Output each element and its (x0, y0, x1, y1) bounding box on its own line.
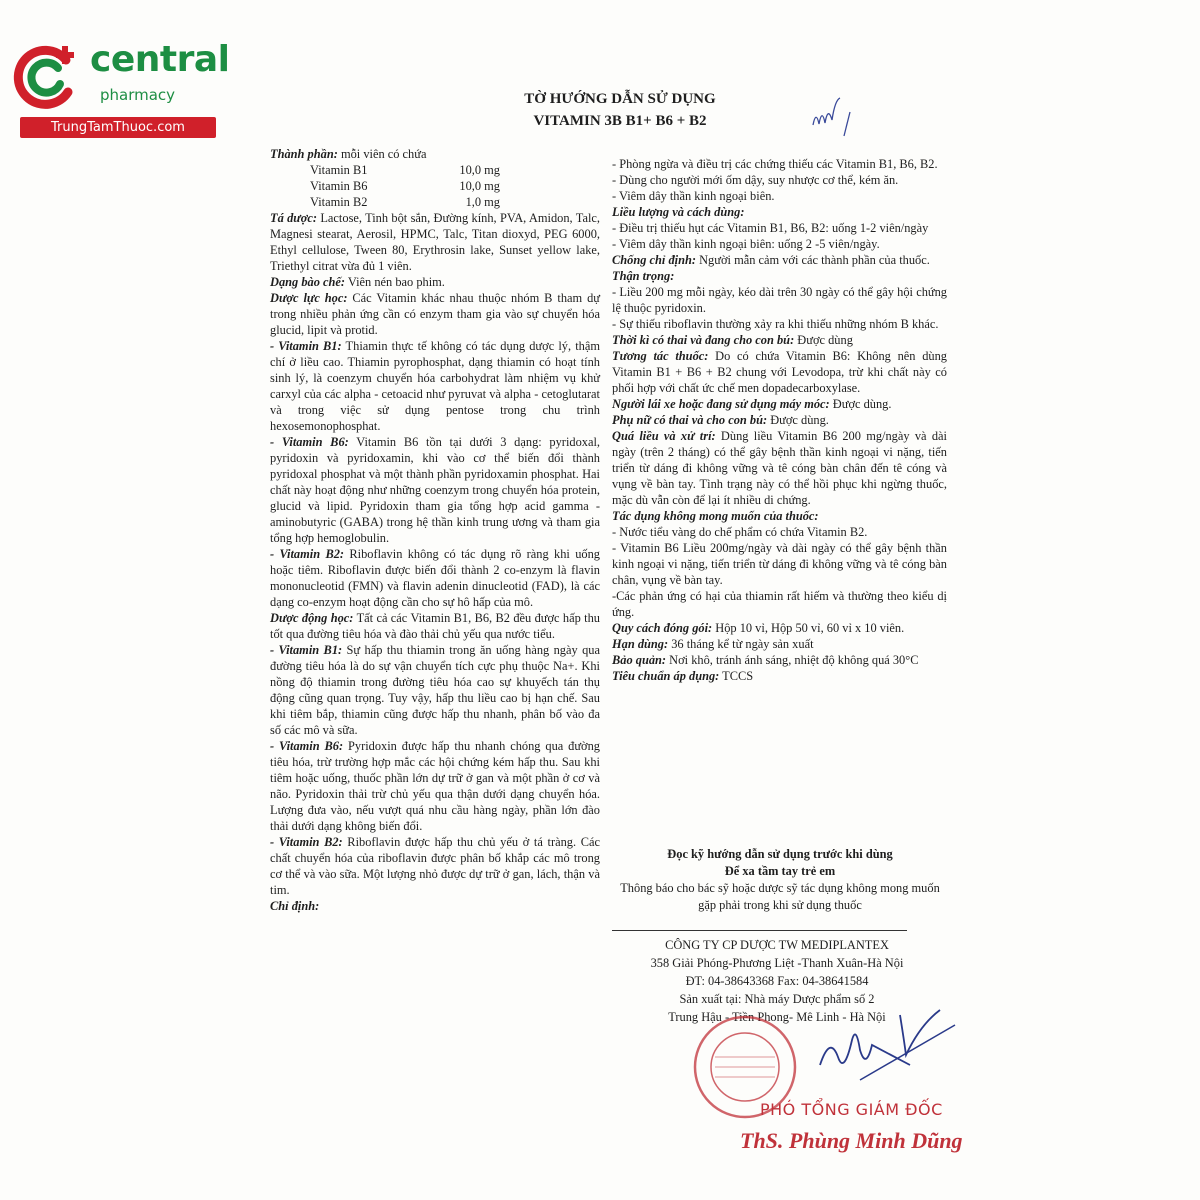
storage-text: Nơi khô, tránh ánh sáng, nhiệt độ không quá 30°C (666, 653, 919, 667)
side-effect-1: - Nước tiểu vàng do chế phẩm có chứa Vitamin B2. (612, 525, 868, 539)
left-column (270, 146, 600, 914)
indications-label: Chỉ định: (270, 899, 320, 913)
pregnancy-text: Được dùng (794, 333, 853, 347)
side-effects-label: Tác dụng không mong muốn của thuốc: (612, 509, 819, 523)
company-factory-address: Trung Hậu - Tiền Phong- Mê Linh - Hà Nội (668, 1010, 886, 1024)
pd-b6-label: - Vitamin B6: (270, 435, 349, 449)
pharmacodynamics-text: Các Vitamin khác nhau thuộc nhóm B tham dự trong nhiều phản ứng cần có enzym tham gia vào sự chuyển hóa glucid, lipit và protid. (270, 291, 600, 337)
indication-3: - Viêm dây thần kinh ngoại biên. (612, 189, 775, 203)
driving-label: Người lái xe hoặc đang sử dụng máy móc: (612, 397, 830, 411)
ingredient-row (270, 162, 600, 178)
shelf-life-text: 36 tháng kể từ ngày sản xuất (668, 637, 814, 651)
signer-name: ThS. Phùng Minh Dũng (740, 1128, 963, 1153)
interactions-text: Do có chứa Vitamin B6: Không nên dùng Vitamin B1 + B6 + B2 chung với Levodopa, trừ khi chất này có phối hợp với chất ức chế men dopadecarboxylase. (612, 349, 947, 395)
pd-b2-label: - Vitamin B2: (270, 547, 345, 561)
precaution-1: - Liều 200 mg mỗi ngày, kéo dài trên 30 ngày có thể gây hội chứng lệ thuộc pyridoxin. (612, 285, 947, 315)
notice-line-3: Thông báo cho bác sỹ hoặc dược sỹ tác dụng không mong muốn gặp phải trong khi sử dụng thuốc (620, 881, 940, 912)
driving-text: Được dùng. (829, 397, 892, 411)
pk-b1-label: - Vitamin B1: (270, 643, 343, 657)
logo-name: central (90, 39, 230, 80)
company-factory: Sản xuất tại: Nhà máy Dược phẩm số 2 (679, 992, 875, 1006)
pd-b2-text: Riboflavin không có tác dụng rõ ràng khi uống hoặc tiêm. Riboflavin được biến đổi thành 2 co-enzym là flavin mononucleotid (FMN) và flavin adenin dinucleotid (FAD), là các dạng co-enzym hoạt động cần cho sự hô hấp của mô. (270, 547, 600, 609)
standard-label: Tiêu chuẩn áp dụng: (612, 669, 720, 683)
ingredient-row (270, 194, 600, 210)
overdose-label: Quá liều và xử trí: (612, 429, 716, 443)
notice-line-1: Đọc kỹ hướng dẫn sử dụng trước khi dùng (667, 847, 893, 861)
ingredients-label: Thành phần: (270, 147, 338, 161)
dosage-1: - Điều trị thiếu hụt các Vitamin B1, B6, B2: uống 1-2 viên/ngày (612, 221, 929, 235)
right-column (612, 156, 947, 684)
pharmacodynamics-label: Dược lực học: (270, 291, 348, 305)
central-pharmacy-logo[interactable] (10, 38, 230, 138)
side-effect-2: - Vitamin B6 Liều 200mg/ngày và dài ngày có thể gây bệnh thần kinh ngoại vi nặng, tiến triển từ dáng đi không vững và tê cóng bàn chân, vụng về bàn tay. (612, 541, 947, 587)
pharmacokinetics-label: Dược động học: (270, 611, 354, 625)
excipients-text: Lactose, Tinh bột sắn, Đường kính, PVA, Amidon, Talc, Magnesi stearat, Aerosil, HPMC, Talc, Titan dioxyd, PEG 6000, Ethyl cellulose, Tween 80, Erythrosin lake, Sunset yellow lake, Triethyl citrat vừa đủ 1 viên. (270, 211, 600, 273)
dosage-2: - Viêm dây thần kinh ngoại biên: uống 2 -5 viên/ngày. (612, 237, 880, 251)
dosage-form-label: Dạng bào chế: (270, 275, 346, 289)
shelf-life-label: Hạn dùng: (612, 637, 669, 651)
notice-line-2: Để xa tầm tay trẻ em (724, 864, 836, 878)
logo-url-link[interactable]: TrungTamThuoc.com (20, 117, 216, 138)
ingredient-value: 10,0 mg (459, 163, 500, 177)
overdose-text: Dùng liều Vitamin B6 200 mg/ngày và dài ngày (trên 2 tháng) có thể gây bệnh thần kinh ngoại vi nặng, tiến triển từ dáng đi không vững và tê cóng bàn chân đến tê cóng và vụng về bàn tay. Tình trạng này có thể hồi phục khi ngừng thuốc, mặc dù vẫn còn để lại ít nhiều di chứng. (612, 429, 947, 507)
contraindications-text: Người mẫn cảm với các thành phần của thuốc. (696, 253, 930, 267)
logo-subtitle: pharmacy (100, 86, 176, 104)
indication-2: - Dùng cho người mới ốm dậy, suy nhược cơ thể, kém ăn. (612, 173, 899, 187)
ingredient-row (270, 178, 600, 194)
pharmacokinetics-text: Tất cả các Vitamin B1, B6, B2 đều được hấp thu tốt qua đường tiêu hóa và đào thải chủ yếu qua nước tiểu. (270, 611, 600, 641)
title-line-2: VITAMIN 3B B1+ B6 + B2 (533, 113, 707, 129)
pharmacy-cross-logo-icon (10, 38, 88, 116)
excipients-label: Tá dược: (270, 211, 318, 225)
pk-b6-label: - Vitamin B6: (270, 739, 344, 753)
signer-title: PHÓ TỔNG GIÁM ĐỐC (760, 1100, 943, 1119)
standard-text: TCCS (719, 669, 754, 683)
pk-b1-text: Sự hấp thu thiamin trong ăn uống hàng ngày qua đường tiêu hóa là do sự vận chuyển tích cực phụ thuộc Na+. Khi nồng độ thiamin trong đường tiêu hóa cao sự khuyếch tán thụ động cũng quan trọng. Tuy vậy, hấp thu liều cao bị hạn chế. Sau khi tiêm bắp, thiamin cũng được hấp thu nhanh, phân bố vào đa số các mô và sữa. (270, 643, 600, 737)
ingredient-name: Vitamin B2 (310, 195, 368, 209)
dosage-label: Liều lượng và cách dùng: (612, 205, 745, 219)
pd-b1-text: Thiamin thực tế không có tác dụng dược lý, thậm chí ở liều cao. Thiamin pyrophosphat, dạng thiamin có hoạt tính sinh lý, là coenzym chuyển hóa carbohydrat làm nhiệm vụ khử carxyl của các alpha - cetoacid như pyruvat và alpha - cetoglutarat và trong việc sử dụng pentose trong chu trình hexosemonophosphat. (270, 339, 600, 433)
ingredients-text: mỗi viên có chứa (337, 147, 427, 161)
document-title (470, 88, 770, 132)
interactions-label: Tương tác thuốc: (612, 349, 709, 363)
precautions-label: Thận trọng: (612, 269, 675, 283)
pk-b2-label: - Vitamin B2: (270, 835, 343, 849)
divider (612, 930, 907, 931)
title-line-1: TỜ HƯỚNG DẪN SỬ DỤNG (524, 91, 716, 107)
precaution-2: - Sự thiếu riboflavin thường xảy ra khi thiếu những nhóm B khác. (612, 317, 939, 331)
ingredient-value: 1,0 mg (465, 195, 500, 209)
side-effect-3: -Các phản ứng có hại của thiamin rất hiếm và thường theo kiểu dị ứng. (612, 589, 947, 619)
packaging-text: Hộp 10 vỉ, Hộp 50 vỉ, 60 vỉ x 10 viên. (712, 621, 905, 635)
company-phone: ĐT: 04-38643368 Fax: 04-38641584 (685, 974, 869, 988)
company-name: CÔNG TY CP DƯỢC TW MEDIPLANTEX (665, 938, 889, 952)
packaging-label: Quy cách đóng gói: (612, 621, 713, 635)
ingredient-name: Vitamin B6 (310, 179, 368, 193)
breastfeeding-text: Được dùng. (767, 413, 829, 427)
breastfeeding-label: Phụ nữ có thai và cho con bú: (612, 413, 768, 427)
storage-label: Bảo quản: (612, 653, 667, 667)
ingredient-value: 10,0 mg (459, 179, 500, 193)
ingredient-name: Vitamin B1 (310, 163, 368, 177)
pregnancy-label: Thời kì có thai và đang cho con bú: (612, 333, 795, 347)
company-address: 358 Giải Phóng-Phương Liệt -Thanh Xuân-Hà Nội (650, 956, 904, 970)
dosage-form-text: Viên nén bao phim. (345, 275, 445, 289)
pd-b1-label: - Vitamin B1: (270, 339, 342, 353)
indication-1: - Phòng ngừa và điều trị các chứng thiếu các Vitamin B1, B6, B2. (612, 157, 938, 171)
pk-b6-text: Pyridoxin được hấp thu nhanh chóng qua đường tiêu hóa, trừ trường hợp mắc các hội chứng kém hấp thu. Sau khi tiêm hoặc uống, thuốc phần lớn dự trữ ở gan và một phần ở cơ và não. Pyridoxin thải trừ chủ yếu qua thận dưới dạng chuyển hóa. Lượng đưa vào, nếu vượt quá nhu cầu hàng ngày, phần lớn đào thải dưới dạng không biến đổi. (270, 739, 600, 833)
pd-b6-text: Vitamin B6 tồn tại dưới 3 dạng: pyridoxal, pyridoxin và pyridoxamin, khi vào cơ thể biến đổi thành pyridoxal phosphat và một thành phần pyridoxamin phosphat. Hai chất này hoạt động như những coenzym trong chuyển hóa protein, glucid và lipid. Pyridoxin tham gia tổng hợp acid gamma - aminobutyric (GABA) trong hệ thần kinh trung ương và tham gia tổng hợp hemoglobulin. (270, 435, 601, 545)
contraindications-label: Chống chỉ định: (612, 253, 697, 267)
handwritten-mark-icon (810, 90, 860, 140)
signature-icon (800, 995, 960, 1095)
warning-notice (610, 846, 950, 914)
pk-b2-text: Riboflavin được hấp thu chủ yếu ở tá tràng. Các chất chuyển hóa của riboflavin được phân bố khắp các mô trong cơ thể và vào sữa. Một lượng nhỏ được dự trữ ở gan, lách, thận và tim. (270, 835, 600, 897)
